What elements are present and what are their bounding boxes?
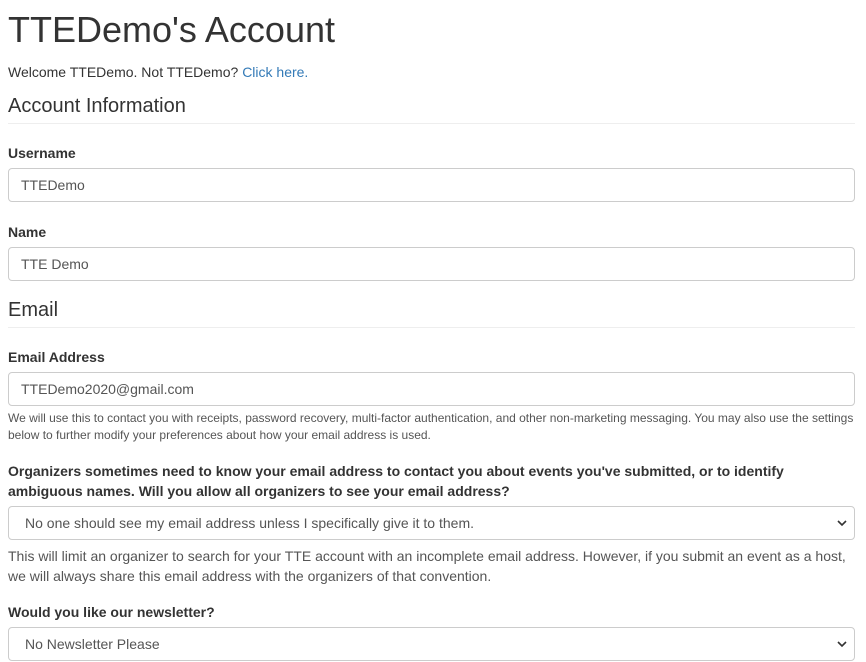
switch-user-link[interactable]: Click here. bbox=[242, 64, 309, 80]
username-input[interactable]: TTEDemo bbox=[8, 168, 855, 202]
name-group bbox=[8, 222, 855, 281]
email-address-label: Email Address bbox=[8, 349, 105, 365]
chevron-down-icon bbox=[836, 517, 848, 529]
newsletter-question: Would you like our newsletter? bbox=[8, 604, 215, 620]
email-visibility-group bbox=[8, 461, 855, 586]
account-information-heading: Account Information bbox=[8, 94, 855, 124]
email-address-help: We will use this to contact you with receipts, password recovery, multi-factor authentication, and other non-marketing messaging. You may also use the settings below to further modify your preferences about how your email address is used. bbox=[8, 411, 854, 442]
page-title: TTEDemo's Account bbox=[8, 9, 335, 50]
welcome-line bbox=[8, 62, 855, 82]
username-label: Username bbox=[8, 145, 76, 161]
chevron-down-icon bbox=[836, 638, 848, 650]
email-visibility-help: This will limit an organizer to search for your TTE account with an incomplete email address. However, if you submit an event as a host, we will always share this email address with the organizers of that convention. bbox=[8, 548, 846, 584]
name-input[interactable]: TTE Demo bbox=[8, 247, 855, 281]
name-label: Name bbox=[8, 224, 47, 240]
email-visibility-select[interactable] bbox=[8, 506, 855, 540]
newsletter-select[interactable] bbox=[8, 627, 855, 661]
username-group bbox=[8, 143, 855, 202]
email-address-group bbox=[8, 347, 855, 444]
newsletter-group bbox=[8, 602, 855, 661]
email-visibility-question: Organizers sometimes need to know your email address to contact you about events you've submitted, or to identify ambiguous names. Will you allow all organizers to see your email address? bbox=[8, 463, 784, 499]
newsletter-selected: No Newsletter Please bbox=[25, 636, 160, 652]
email-visibility-selected: No one should see my email address unless I specifically give it to them. bbox=[25, 515, 474, 531]
welcome-text: Welcome TTEDemo. Not TTEDemo? bbox=[8, 64, 239, 80]
email-heading: Email bbox=[8, 298, 855, 328]
email-address-input[interactable]: TTEDemo2020@gmail.com bbox=[8, 372, 855, 406]
